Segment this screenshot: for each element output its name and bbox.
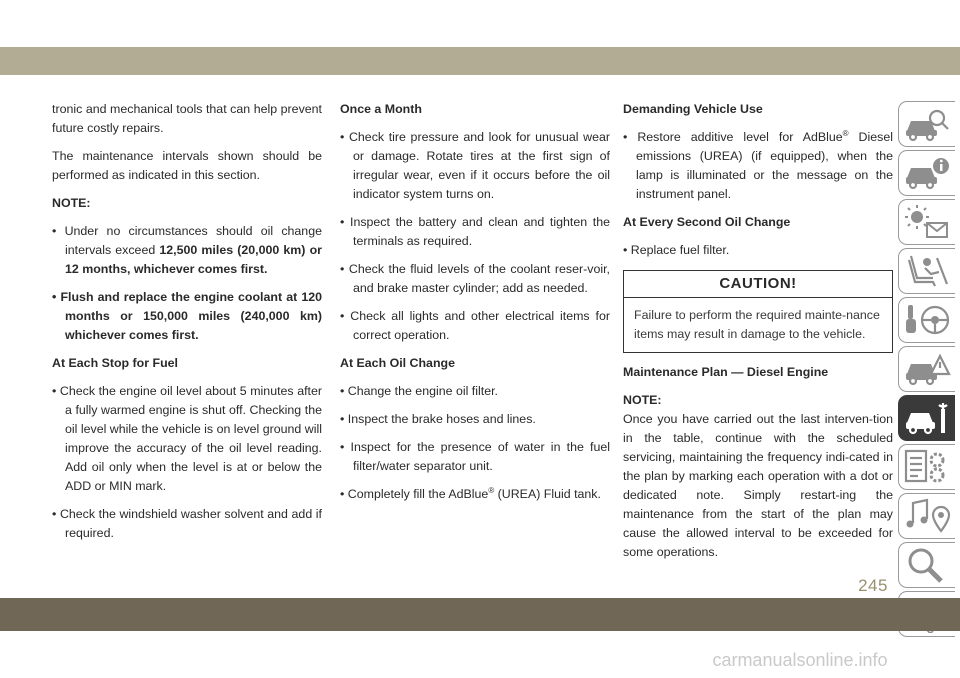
bullet-symbol: • — [340, 440, 345, 454]
bullet-item: • Under no circumstances should oil change intervals exceed 12,500 miles (20,000 km) or 12 months, whichever comes first. — [52, 224, 322, 276]
tab-warning-lights[interactable] — [898, 199, 955, 245]
specs-gears-icon — [903, 448, 951, 486]
bullet-item: • Inspect the battery and clean and tighten the terminals as required. — [340, 215, 610, 248]
header-band — [0, 47, 960, 75]
bullet-item: • Inspect for the presence of water in the fuel filter/water separator unit. — [340, 440, 611, 473]
page-number: 245 — [858, 576, 888, 595]
bullet-symbol: • — [340, 487, 345, 501]
note-label: NOTE: — [623, 393, 662, 407]
bullet-symbol: • — [340, 262, 345, 276]
bullet-item: • Replace fuel filter. — [623, 243, 730, 257]
registered-mark: ® — [842, 128, 849, 138]
music-navigation-icon — [903, 497, 951, 535]
car-warning-triangle-icon — [903, 350, 951, 388]
bullet-item: • Check tire pressure and look for unusual wear or damage. Rotate tires at the first sign of irregular wear, even if it occurs before the oil indicator system turns on. — [340, 130, 610, 201]
caution-box — [623, 270, 893, 353]
section-heading: Demanding Vehicle Use — [623, 102, 763, 116]
registered-mark: ® — [488, 485, 495, 495]
warning-lights-mail-icon — [903, 203, 951, 241]
tab-search[interactable] — [898, 542, 955, 588]
caution-title: CAUTION! — [624, 271, 892, 298]
tab-car-magnifier[interactable] — [898, 101, 955, 147]
section-heading: At Every Second Oil Change — [623, 215, 791, 229]
bullet-symbol: • — [623, 243, 628, 257]
caution-body: Failure to perform the required mainte-nance items may result in damage to the vehicle. — [634, 308, 880, 341]
bullet-symbol: • — [52, 384, 57, 398]
paragraph: tronic and mechanical tools that can help prevent future costly repairs. — [52, 102, 322, 135]
bullet-item: • Flush and replace the engine coolant at 120 months or 150,000 miles (240,000 km) whichever comes first. — [52, 290, 322, 342]
bullet-item: • Change the engine oil filter. — [340, 384, 498, 398]
tab-key-wheel[interactable] — [898, 297, 955, 343]
bullet-symbol: • — [623, 130, 628, 144]
bullet-item: • Check all lights and other electrical items for correct operation. — [340, 309, 610, 342]
car-wrench-icon — [903, 399, 951, 437]
paragraph: The maintenance intervals shown should be performed as indicated in this section. — [52, 149, 322, 182]
tab-car-wrench[interactable] — [898, 395, 955, 441]
watermark: carmanualsonline.info — [712, 650, 888, 670]
column-right — [623, 100, 893, 571]
section-heading: Maintenance Plan — Diesel Engine — [623, 365, 829, 379]
tab-specs[interactable] — [898, 444, 955, 490]
section-heading: At Each Oil Change — [340, 356, 455, 370]
bullet-symbol: • — [340, 309, 345, 323]
bullet-item: • Check the windshield washer solvent and add if required. — [52, 507, 322, 540]
bullet-item: • Check the fluid levels of the coolant reser-voir, and brake master cylinder; add as needed. — [340, 262, 610, 295]
chapter-tabs — [898, 101, 960, 640]
seat-airbag-icon — [903, 252, 951, 290]
column-middle — [340, 100, 610, 513]
search-magnifier-icon — [903, 546, 951, 584]
tab-car-info[interactable] — [898, 150, 955, 196]
bullet-symbol: • — [340, 412, 345, 426]
tab-car-warning[interactable] — [898, 346, 955, 392]
bullet-symbol: • — [52, 507, 57, 521]
bullet-symbol: • — [340, 384, 345, 398]
bullet-symbol: • — [340, 130, 345, 144]
section-heading: Once a Month — [340, 102, 422, 116]
key-steering-wheel-icon — [903, 301, 951, 339]
car-magnifier-icon — [903, 105, 951, 143]
bullet-item: • Completely fill the AdBlue® (UREA) Fluid tank. — [340, 485, 601, 501]
tab-music-nav[interactable] — [898, 493, 955, 539]
note-body: Once you have carried out the last interven-tion in the table, continue with the scheduled servicing, maintaining the frequency indi-cated in the plan by marking each operation with a dot or dedicated note. Simply restart-ing the maintenance from the start of the plan may cause the allowed interval to be exceeded for some operations. — [623, 412, 893, 559]
bullet-symbol: • — [52, 290, 57, 304]
section-heading: At Each Stop for Fuel — [52, 356, 178, 370]
bullet-symbol: • — [340, 215, 345, 229]
column-left — [52, 100, 322, 552]
note-label: NOTE: — [52, 196, 91, 210]
bullet-item: • Inspect the brake hoses and lines. — [340, 412, 536, 426]
bullet-item: • Restore additive level for AdBlue® Diesel emissions (UREA) (if equipped), when the lamp is illuminated or the message on the instrument panel. — [623, 128, 893, 201]
car-info-icon — [903, 154, 951, 192]
bullet-item: • Check the engine oil level about 5 minutes after a fully warmed engine is shut off. Checking the oil level while the vehicle is on level ground will improve the accuracy of the oil level reading. Add oil only when the level is at or below the ADD or MIN mark. — [52, 384, 322, 493]
footer-band — [0, 598, 960, 631]
tab-seat-airbag[interactable] — [898, 248, 955, 294]
bullet-symbol: • — [52, 224, 57, 238]
